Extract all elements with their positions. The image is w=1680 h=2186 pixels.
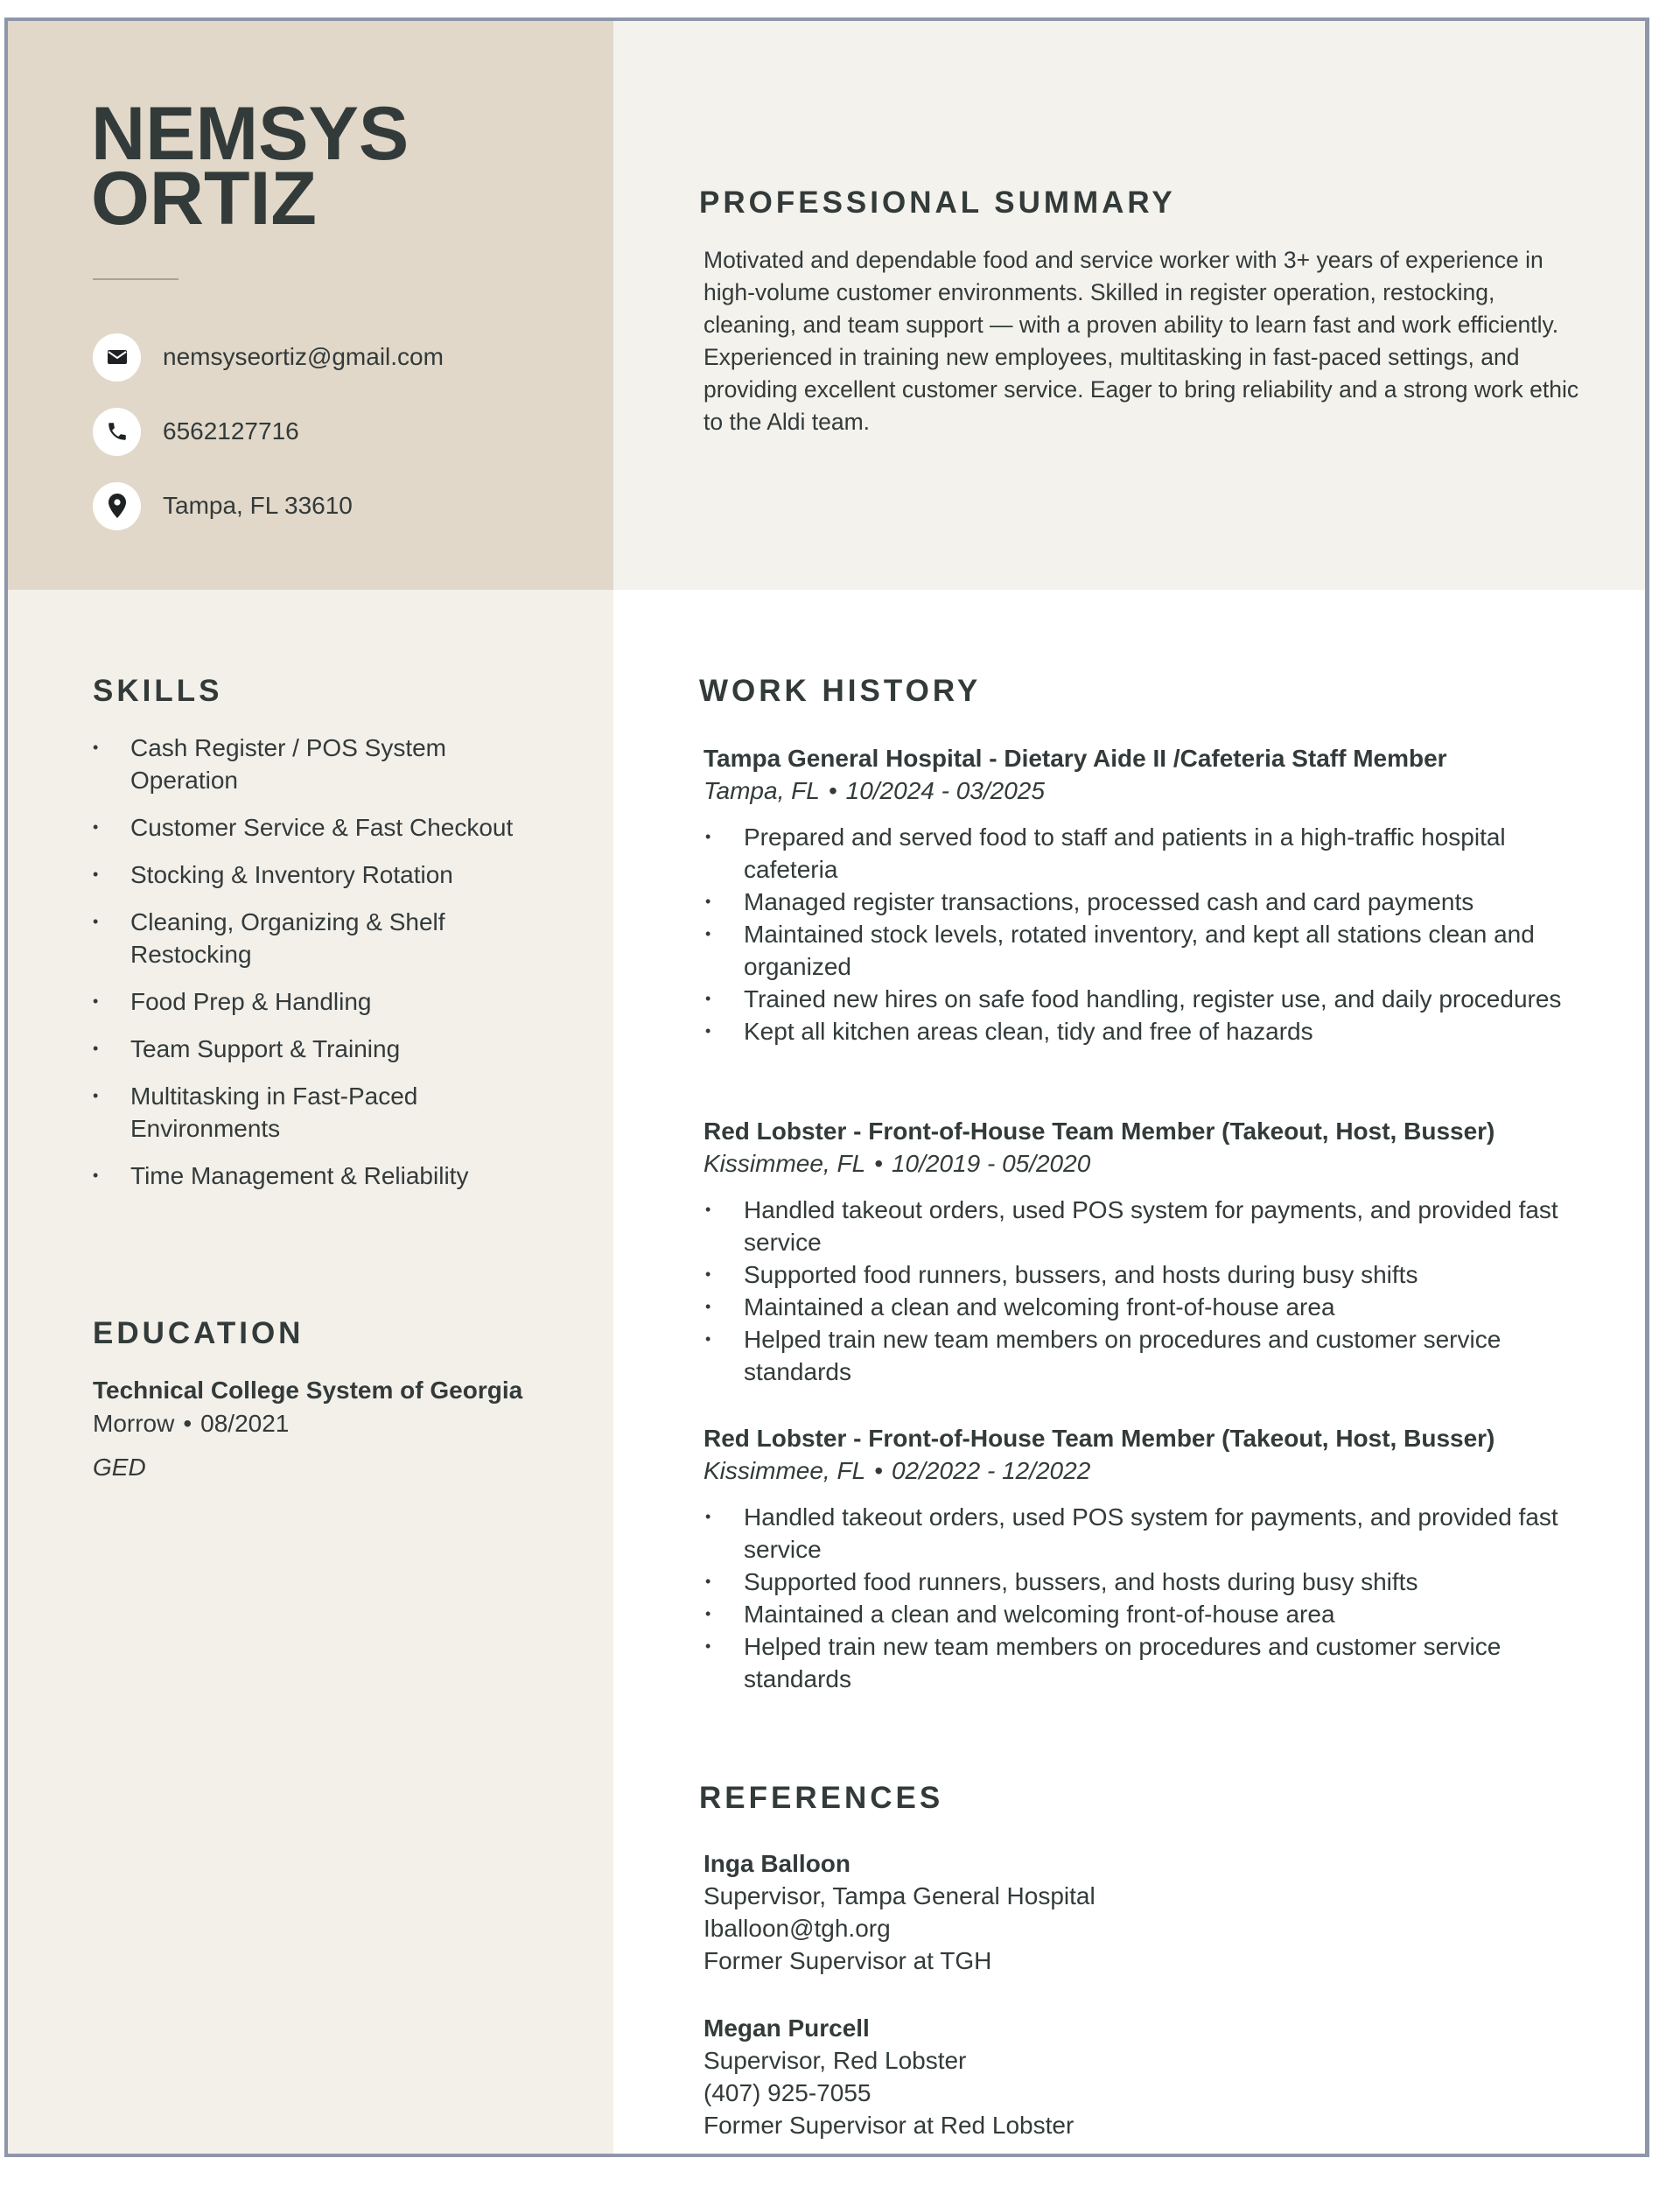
skill-item: • Multitasking in Fast-Paced Environments: [91, 1080, 546, 1145]
job-duty: • Trained new hires on safe food handling, register use, and daily procedures: [704, 983, 1583, 1015]
job-duties: [704, 1501, 1583, 1695]
skill-item: • Cleaning, Organizing & Shelf Restocking: [91, 906, 546, 970]
education-degree: GED: [93, 1454, 146, 1481]
references-heading: REFERENCES: [699, 1781, 944, 1815]
education-date: 08/2021: [200, 1410, 290, 1437]
job-location: Kissimmee, FL: [704, 1150, 866, 1177]
job-title: Red Lobster - Front-of-House Team Member (Takeout, Host, Busser): [704, 1425, 1495, 1452]
reference-note: Former Supervisor at TGH: [704, 1947, 992, 1974]
candidate-name: [91, 92, 410, 241]
reference-role: Supervisor, Tampa General Hospital: [704, 1882, 1096, 1909]
job-duty: • Maintained a clean and welcoming front-of-house area: [704, 1291, 1583, 1323]
name-divider: [93, 278, 178, 280]
skill-item: • Food Prep & Handling: [91, 985, 546, 1018]
location-text: Tampa, FL 33610: [163, 492, 353, 519]
reference-contact[interactable]: (407) 925-7055: [704, 2079, 872, 2106]
job-title: Tampa General Hospital - Dietary Aide II /Cafeteria Staff Member: [704, 745, 1447, 772]
job-duty: • Handled takeout orders, used POS system for payments, and provided fast service: [704, 1194, 1583, 1258]
separator-dot: •: [183, 1410, 192, 1437]
job-duty: • Kept all kitchen areas clean, tidy and free of hazards: [704, 1015, 1583, 1047]
job-location: Kissimmee, FL: [704, 1457, 866, 1484]
job-entry: [704, 1422, 1583, 1695]
reference-note: Former Supervisor at Red Lobster: [704, 2112, 1074, 2139]
contact-email: [93, 333, 444, 382]
email-text[interactable]: nemsyseortiz@gmail.com: [163, 343, 444, 370]
skill-item: • Team Support & Training: [91, 1033, 546, 1065]
work-history-heading: WORK HISTORY: [699, 674, 982, 708]
skills-list: [91, 732, 546, 1207]
job-title: Red Lobster - Front-of-House Team Member (Takeout, Host, Busser): [704, 1118, 1495, 1145]
reference-entry: [704, 2012, 1583, 2141]
resume-page: [4, 18, 1649, 2157]
phone-text[interactable]: 6562127716: [163, 417, 299, 445]
job-duty: • Managed register transactions, processed cash and card payments: [704, 886, 1583, 918]
skill-item: • Time Management & Reliability: [91, 1160, 546, 1192]
skill-item: • Cash Register / POS System Operation: [91, 732, 546, 796]
phone-icon: [93, 408, 141, 456]
job-duty: • Maintained a clean and welcoming front-of-house area: [704, 1598, 1583, 1630]
separator-dot: •: [874, 1457, 883, 1484]
education-heading: EDUCATION: [93, 1316, 304, 1350]
job-duty: • Maintained stock levels, rotated inventory, and kept all stations clean and organized: [704, 918, 1583, 983]
job-entry: [704, 742, 1583, 1047]
separator-dot: •: [874, 1150, 883, 1177]
job-dates: 10/2019 - 05/2020: [891, 1150, 1091, 1177]
job-duties: [704, 821, 1583, 1047]
job-dates: 02/2022 - 12/2022: [891, 1457, 1091, 1484]
job-duty: • Handled takeout orders, used POS system for payments, and provided fast service: [704, 1501, 1583, 1566]
job-duty: • Helped train new team members on procedures and customer service standards: [704, 1630, 1583, 1695]
job-dates: 10/2024 - 03/2025: [845, 777, 1045, 804]
location-pin-icon: [93, 482, 141, 530]
job-duties: [704, 1194, 1583, 1388]
job-duty: • Helped train new team members on procedures and customer service standards: [704, 1323, 1583, 1388]
contact-phone: [93, 407, 299, 456]
summary-heading: PROFESSIONAL SUMMARY: [699, 186, 1176, 220]
first-name: NEMSYS: [91, 92, 410, 176]
education-meta: [93, 1407, 548, 1440]
envelope-icon: [93, 333, 141, 382]
skill-item: • Customer Service & Fast Checkout: [91, 811, 546, 844]
last-name: ORTIZ: [91, 157, 317, 241]
separator-dot: •: [828, 777, 837, 804]
skills-heading: SKILLS: [93, 674, 223, 708]
reference-contact[interactable]: Iballoon@tgh.org: [704, 1915, 891, 1942]
job-meta: [704, 1454, 1583, 1487]
education-school: Technical College System of Georgia: [93, 1377, 523, 1404]
education-city: Morrow: [93, 1410, 175, 1437]
job-location: Tampa, FL: [704, 777, 820, 804]
job-duty: • Prepared and served food to staff and patients in a high-traffic hospital cafeteria: [704, 821, 1583, 886]
skill-item: • Stocking & Inventory Rotation: [91, 858, 546, 891]
education-entry: [93, 1373, 548, 1508]
job-meta: [704, 774, 1583, 807]
reference-name: Inga Balloon: [704, 1850, 850, 1877]
job-duty: • Supported food runners, bussers, and hosts during busy shifts: [704, 1566, 1583, 1598]
job-entry: [704, 1115, 1583, 1388]
reference-entry: [704, 1847, 1583, 1977]
contact-location: [93, 481, 353, 530]
reference-role: Supervisor, Red Lobster: [704, 2047, 967, 2074]
reference-name: Megan Purcell: [704, 2014, 870, 2042]
summary-text: Motivated and dependable food and service worker with 3+ years of experience in high-volume customer environments. Skilled in register operation, restocking, cleaning, and team support — with a proven ability to learn fast and work efficiently. Experienced in training new employees, multitasking in fast-paced settings, and providing excellent customer service. Eager to bring reliability and a strong work ethic to the Aldi team.: [704, 247, 1579, 435]
job-meta: [704, 1147, 1583, 1180]
job-duty: • Supported food runners, bussers, and hosts during busy shifts: [704, 1258, 1583, 1291]
